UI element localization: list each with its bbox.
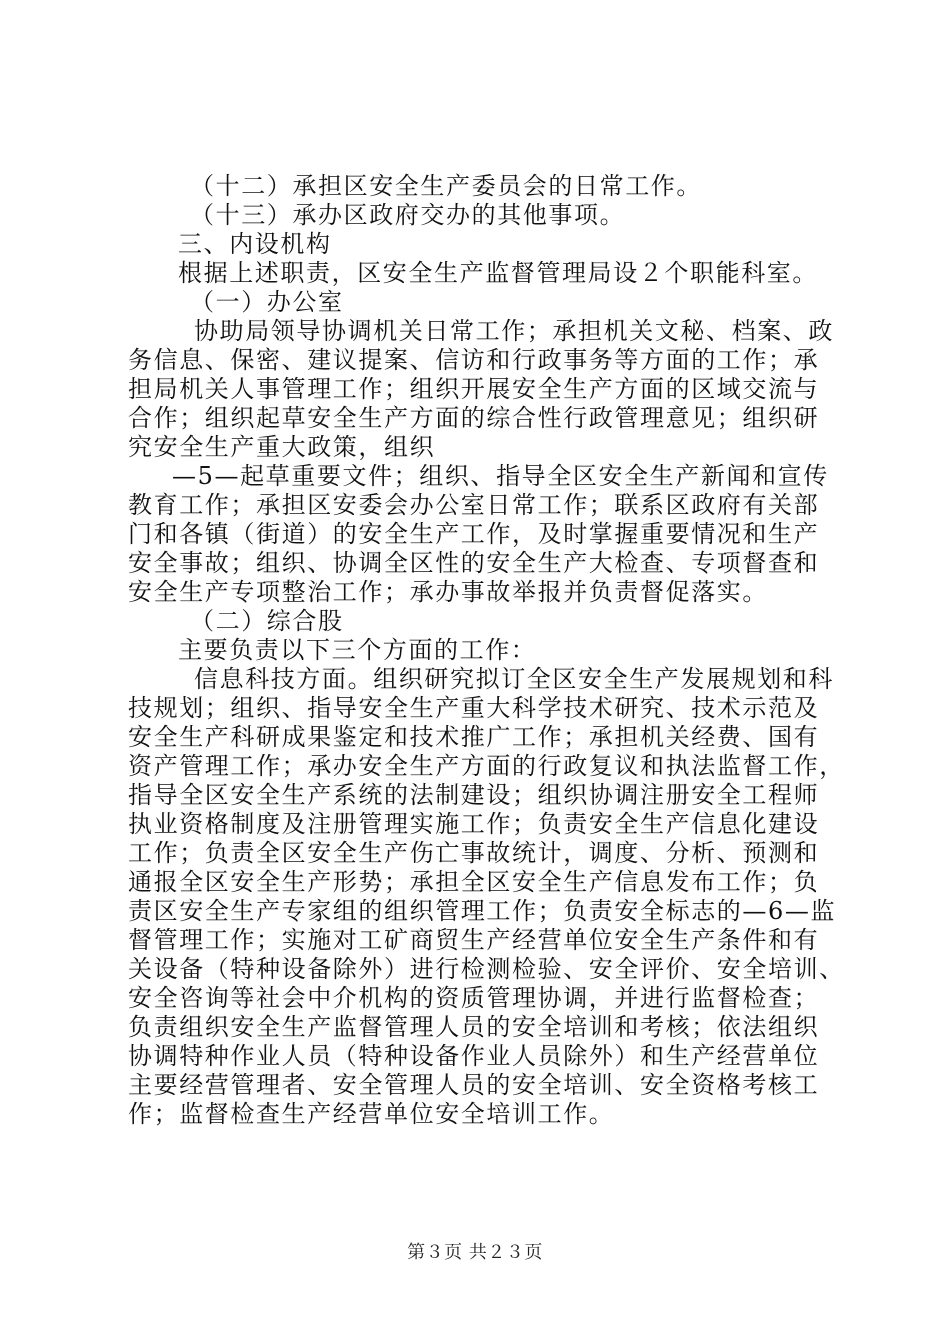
document-body: [128, 172, 845, 1129]
paragraph-line: 合作；组织起草安全生产方面的综合性行政管理意见；组织研: [128, 404, 820, 432]
paragraph-line: 主要经营管理者、安全管理人员的安全培训、安全资格考核工: [128, 1071, 820, 1099]
paragraph-line: 协助局领导协调机关日常工作；承担机关文秘、档案、政: [194, 317, 834, 345]
paragraph-line: 督管理工作；实施对工矿商贸生产经营单位安全生产条件和有: [128, 926, 820, 954]
subsection-heading: （二）综合股: [190, 607, 344, 635]
paragraph-line: 根据上述职责，区安全生产监督管理局设２个职能科室。: [178, 259, 818, 287]
paragraph-line: 通报全区安全生产形势；承担全区安全生产信息发布工作；负: [128, 868, 820, 896]
paragraph-line: 门和各镇（街道）的安全生产工作，及时掌握重要情况和生产: [128, 520, 820, 548]
paragraph-line: 教育工作；承担区安委会办公室日常工作；联系区政府有关部: [128, 491, 820, 519]
paragraph-line: 究安全生产重大政策，组织: [128, 433, 436, 461]
paragraph-line: （十三）承办区政府交办的其他事项。: [190, 201, 626, 229]
paragraph-line: 主要负责以下三个方面的工作：: [178, 636, 537, 664]
paragraph-line: —5—起草重要文件；组织、指导全区安全生产新闻和宣传: [172, 462, 829, 490]
paragraph-line: 负责组织安全生产监督管理人员的安全培训和考核；依法组织: [128, 1013, 820, 1041]
paragraph-line: 工作；负责全区安全生产伤亡事故统计，调度、分析、预测和: [128, 839, 820, 867]
paragraph-line: 作；监督检查生产经营单位安全培训工作。: [128, 1100, 615, 1128]
paragraph-line: 信息科技方面。组织研究拟订全区安全生产发展规划和科: [194, 665, 834, 693]
paragraph-line: 担局机关人事管理工作；组织开展安全生产方面的区域交流与: [128, 375, 820, 403]
paragraph-line: 资产管理工作；承办安全生产方面的行政复议和执法监督工作，: [128, 752, 845, 780]
paragraph-line: （十二）承担区安全生产委员会的日常工作。: [190, 172, 702, 200]
page-number: 第３页 共２３页: [407, 1242, 543, 1263]
paragraph-line: 安全生产科研成果鉴定和技术推广工作；承担机关经费、国有: [128, 723, 820, 751]
paragraph-line: 责区安全生产专家组的组织管理工作；负责安全标志的—6—监: [128, 897, 837, 925]
paragraph-line: 务信息、保密、建议提案、信访和行政事务等方面的工作；承: [128, 346, 820, 374]
paragraph-line: 技规划；组织、指导安全生产重大科学技术研究、技术示范及: [128, 694, 820, 722]
paragraph-line: 关设备（特种设备除外）进行检测检验、安全评价、安全培训、: [128, 955, 845, 983]
subsection-heading: （一）办公室: [190, 288, 344, 316]
paragraph-line: 指导全区安全生产系统的法制建设；组织协调注册安全工程师: [128, 781, 820, 809]
paragraph-line: 执业资格制度及注册管理实施工作；负责安全生产信息化建设: [128, 810, 820, 838]
section-heading: 三、内设机构: [178, 230, 332, 258]
paragraph-line: 协调特种作业人员（特种设备作业人员除外）和生产经营单位: [128, 1042, 820, 1070]
paragraph-line: 安全咨询等社会中介机构的资质管理协调，并进行监督检查；: [128, 984, 820, 1012]
paragraph-line: 安全事故；组织、协调全区性的安全生产大检查、专项督查和: [128, 549, 820, 577]
paragraph-line: 安全生产专项整治工作；承办事故举报并负责督促落实。: [128, 578, 768, 606]
